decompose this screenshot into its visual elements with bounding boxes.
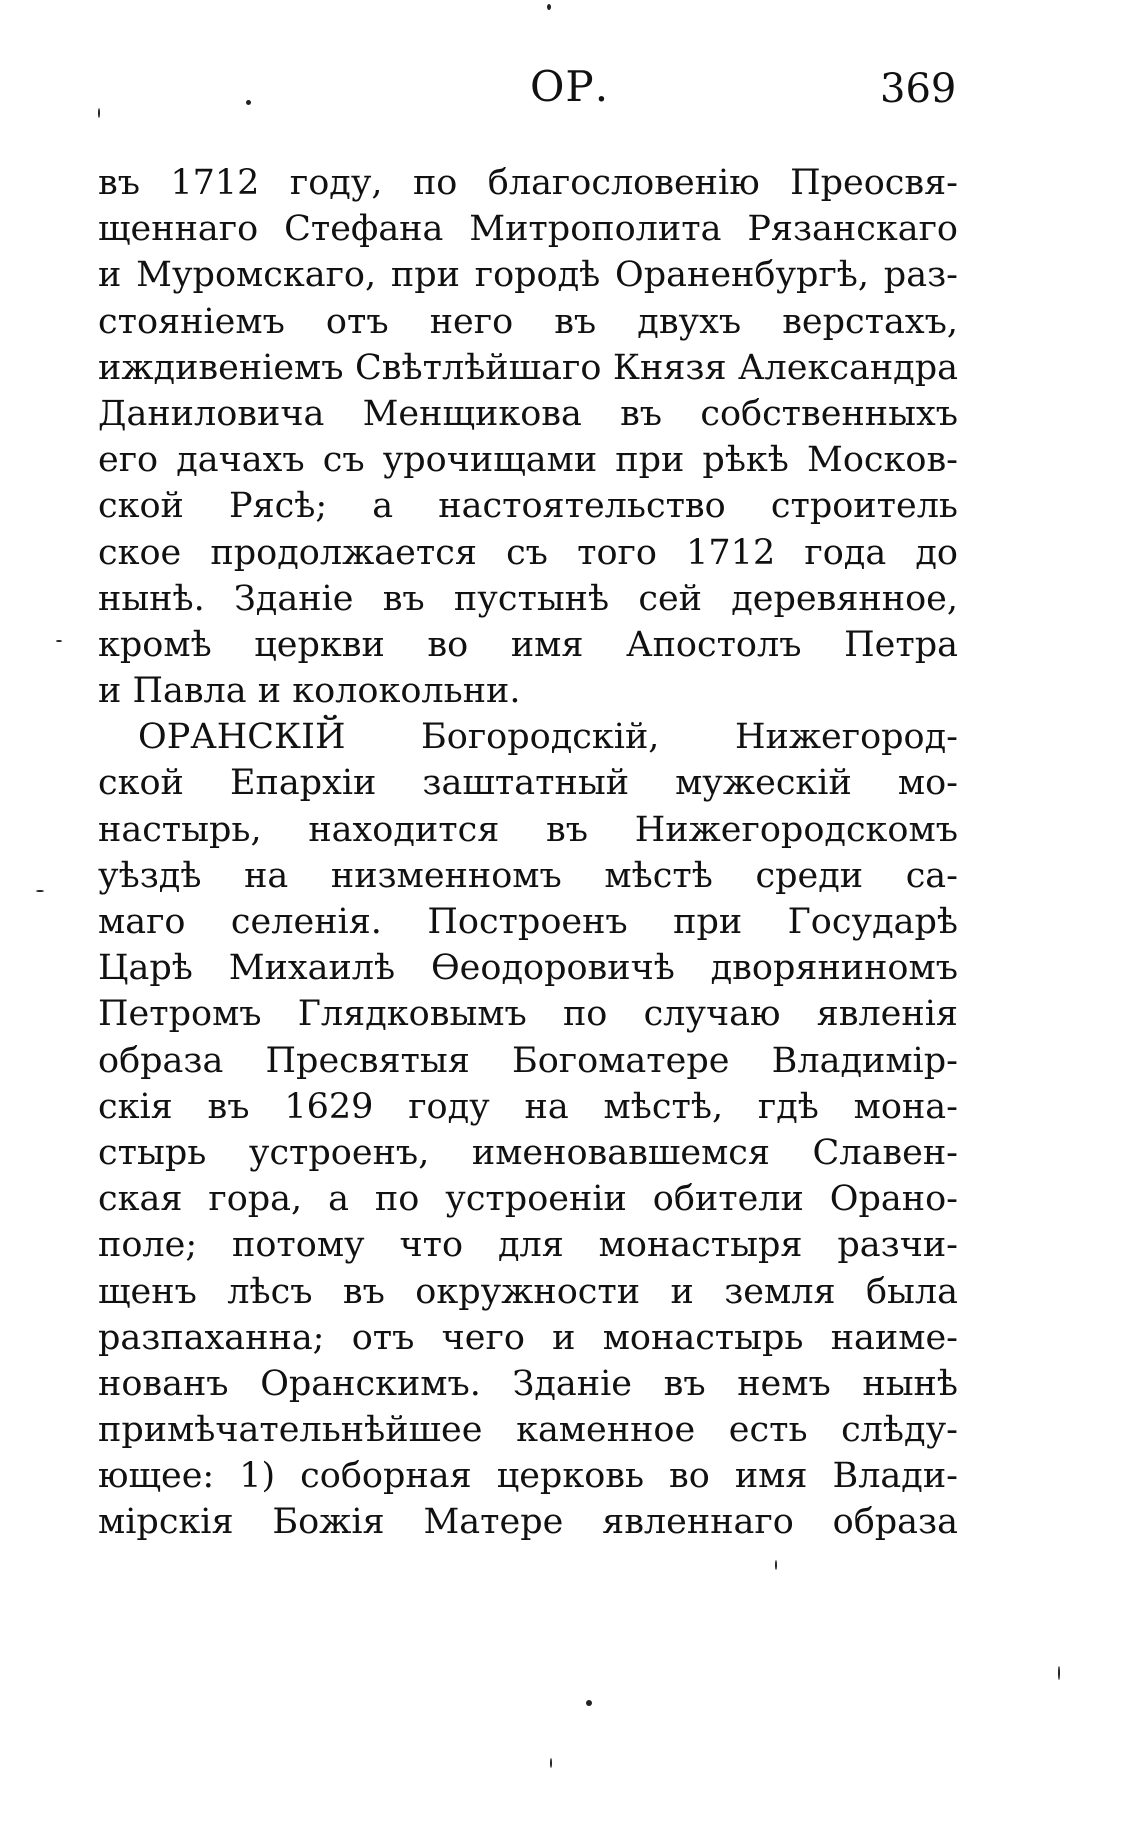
text-line: скія въ 1629 году на мѣстѣ, гдѣ мона- xyxy=(98,1086,958,1127)
text-line: щеннаго Стефана Митрополита Рязанскаго xyxy=(98,209,958,250)
running-head: ОР. xyxy=(530,62,610,111)
scan-speck xyxy=(36,890,44,892)
text-line: поле; потому что для монастыря разчи- xyxy=(98,1225,958,1266)
text-line: примѣчательнѣйшее каменное есть слѣду- xyxy=(98,1410,958,1451)
text-line: мірскія Божія Матере явленнаго образа xyxy=(98,1502,958,1543)
text-line: разпаханна; отъ чего и монастырь наиме- xyxy=(98,1317,958,1358)
scan-speck xyxy=(56,640,62,642)
page-header xyxy=(0,62,1140,122)
text-line: ющее: 1) соборная церковь во имя Влади- xyxy=(98,1456,958,1497)
page-number: 369 xyxy=(880,66,957,112)
text-line: образа Пресвятыя Богоматере Владимір- xyxy=(98,1040,958,1081)
text-line: ской Рясѣ; а настоятельство строитель xyxy=(98,486,958,527)
text-line: и Муромскаго, при городѣ Ораненбургѣ, раз- xyxy=(98,255,958,296)
scan-speck xyxy=(1058,1666,1060,1680)
text-line: Петромъ Глядковымъ по случаю явленія xyxy=(98,994,958,1035)
scan-speck xyxy=(246,100,251,105)
text-line: его дачахъ съ урочищами при рѣкѣ Москов- xyxy=(98,440,958,481)
text-line: настырь, находится въ Нижегородскомъ xyxy=(98,809,958,850)
scan-speck xyxy=(586,1700,592,1706)
scan-speck xyxy=(550,1758,552,1768)
text-line: въ 1712 году, по благословенію Преосвя- xyxy=(98,163,958,203)
text-line: нованъ Оранскимъ. Зданіе въ немъ нынѣ xyxy=(98,1363,958,1404)
text-line: щенъ лѣсъ въ окружности и земля была xyxy=(98,1271,958,1312)
text-line: маго селенія. Построенъ при Государѣ xyxy=(98,902,958,942)
text-line: Даниловича Менщикова въ собственныхъ xyxy=(98,393,958,434)
text-line: иждивеніемъ Свѣтлѣйшаго Князя Александра xyxy=(98,347,958,388)
paragraph-start-line: ОРАНСКІЙ Богородскій, Нижегород- xyxy=(138,717,958,758)
text-line: и Павла и колокольни. xyxy=(98,671,521,712)
text-line: нынѣ. Зданіе въ пустынѣ сей деревянное, xyxy=(98,578,958,619)
body-text xyxy=(98,160,958,1546)
text-line: уѣздѣ на низменномъ мѣстѣ среди са- xyxy=(98,855,958,896)
scan-speck xyxy=(775,1560,777,1570)
text-line: кромѣ церкви во имя Апостолъ Петра xyxy=(98,624,958,665)
text-line: стояніемъ отъ него въ двухъ верстахъ, xyxy=(98,301,958,342)
text-line: ское продолжается съ того 1712 года до xyxy=(98,532,958,573)
text-line: Царѣ Михаилѣ Ѳеодоровичѣ дворяниномъ xyxy=(98,948,958,989)
scan-speck xyxy=(98,108,100,118)
text-line: стырь устроенъ, именовавшемся Славен- xyxy=(98,1132,958,1173)
text-line: ской Епархіи заштатный мужескій мо- xyxy=(98,763,958,804)
text-line: ская гора, а по устроеніи обители Орано- xyxy=(98,1179,958,1220)
scan-speck xyxy=(547,4,551,10)
